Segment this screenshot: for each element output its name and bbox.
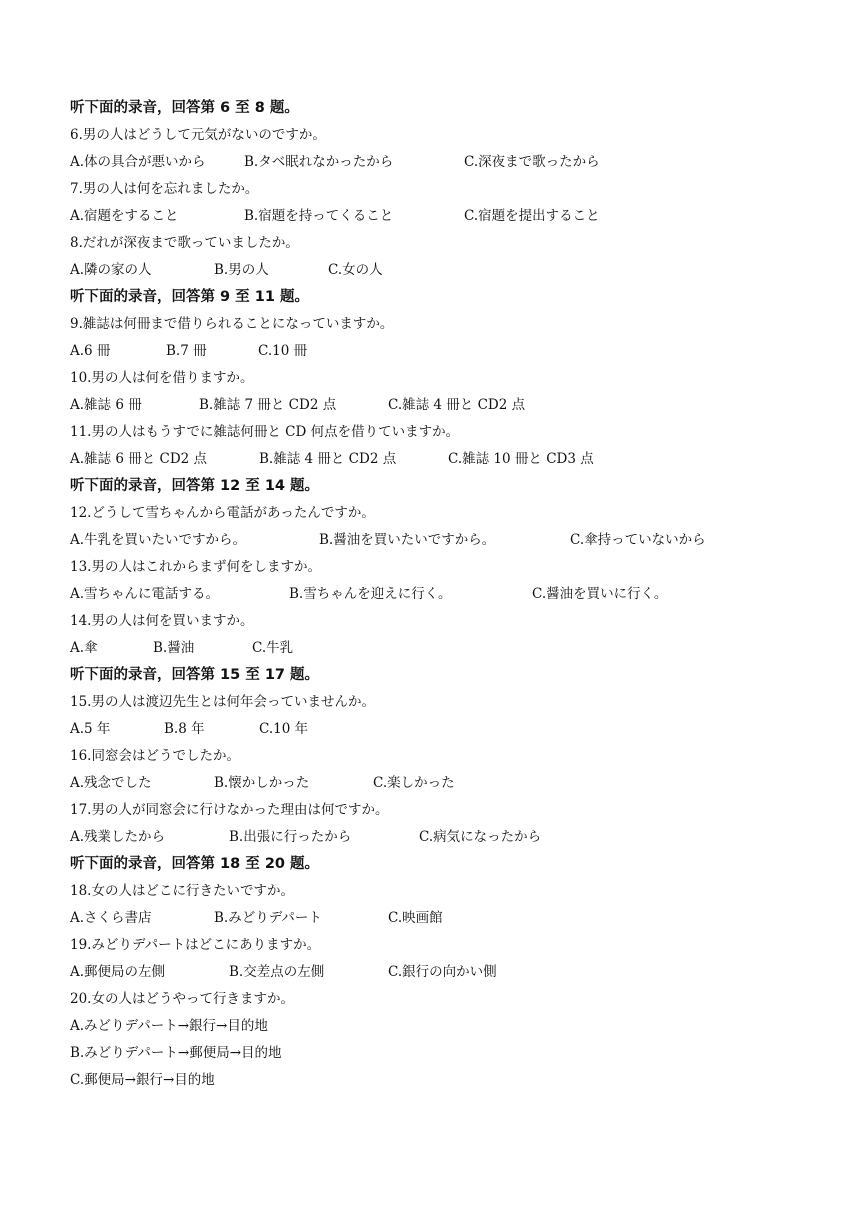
option-c: C.郵便局→銀行→目的地	[70, 1072, 215, 1088]
options-8	[70, 257, 830, 284]
option-a: A.さくら書店	[70, 910, 152, 926]
option-c: C.傘持っていないから	[570, 532, 706, 548]
option-c: C.雑誌 4 冊と CD2 点	[388, 397, 526, 413]
option-a: A.体の具合が悪いから	[70, 154, 206, 170]
exam-page	[70, 95, 830, 1094]
option-b: B.交差点の左側	[229, 964, 325, 980]
question-9: 9.雑誌は何冊まで借りられることになっていますか。	[70, 316, 394, 332]
section-heading: 听下面的录音，回答第 15 至 17 题。	[70, 667, 320, 683]
option-b: B.男の人	[214, 262, 269, 278]
option-c: C.10 年	[259, 721, 309, 737]
section-heading: 听下面的录音，回答第 12 至 14 题。	[70, 478, 320, 494]
option-a: A.残念でした	[70, 775, 152, 791]
option-c: C.雑誌 10 冊と CD3 点	[448, 451, 594, 467]
option-c: C.女の人	[328, 262, 383, 278]
options-6	[70, 149, 830, 176]
option-a: A.5 年	[70, 721, 111, 737]
option-c: C.宿題を提出すること	[464, 208, 600, 224]
options-12	[70, 527, 830, 554]
question-12: 12.どうして雪ちゃんから電話があったんですか。	[70, 505, 375, 521]
option-a: A.郵便局の左側	[70, 964, 166, 980]
question-6: 6.男の人はどうして元気がないのですか。	[70, 127, 326, 143]
section-heading: 听下面的录音，回答第 18 至 20 题。	[70, 856, 320, 872]
option-b: B.醤油を買いたいですから。	[319, 532, 496, 548]
option-c: C.楽しかった	[373, 775, 455, 791]
question-10: 10.男の人は何を借りますか。	[70, 370, 254, 386]
options-17	[70, 824, 830, 851]
option-c: C.深夜まで歌ったから	[464, 154, 600, 170]
option-b: B.みどりデパート→郵便局→目的地	[70, 1045, 282, 1061]
options-9	[70, 338, 830, 365]
question-14: 14.男の人は何を買いますか。	[70, 613, 254, 629]
options-15	[70, 716, 830, 743]
option-b: B.8 年	[164, 721, 205, 737]
option-b: B.雑誌 7 冊と CD2 点	[199, 397, 337, 413]
question-19: 19.みどりデパートはどこにありますか。	[70, 937, 321, 953]
option-b: B.懐かしかった	[214, 775, 310, 791]
option-b: B.出張に行ったから	[229, 829, 352, 845]
question-16: 16.同窓会はどうでしたか。	[70, 748, 240, 764]
question-11: 11.男の人はもうすでに雑誌何冊と CD 何点を借りていますか。	[70, 424, 460, 440]
options-14	[70, 635, 830, 662]
option-b: B.宿題を持ってくること	[244, 208, 394, 224]
option-b: B.タベ眠れなかったから	[244, 154, 394, 170]
options-10	[70, 392, 830, 419]
options-7	[70, 203, 830, 230]
option-a: A.みどりデパート→銀行→目的地	[70, 1018, 268, 1034]
question-18: 18.女の人はどこに行きたいですか。	[70, 883, 294, 899]
options-11	[70, 446, 830, 473]
option-b: B.7 冊	[166, 343, 207, 359]
option-b: B.醤油	[153, 640, 195, 656]
option-b: B.みどりデパート	[214, 910, 322, 926]
option-a: A.雑誌 6 冊と CD2 点	[70, 451, 208, 467]
option-c: C.10 冊	[258, 343, 308, 359]
options-16	[70, 770, 830, 797]
option-b: B.雑誌 4 冊と CD2 点	[259, 451, 397, 467]
question-17: 17.男の人が同窓会に行けなかった理由は何ですか。	[70, 802, 389, 818]
question-20: 20.女の人はどうやって行きますか。	[70, 991, 294, 1007]
option-c: C.銀行の向かい側	[388, 964, 497, 980]
options-13	[70, 581, 830, 608]
option-a: A.宿題をすること	[70, 208, 179, 224]
option-c: C.牛乳	[252, 640, 294, 656]
option-c: C.映画館	[388, 910, 443, 926]
option-c: C.病気になったから	[419, 829, 542, 845]
option-a: A.6 冊	[70, 343, 111, 359]
options-19	[70, 959, 830, 986]
option-a: A.牛乳を買いたいですから。	[70, 532, 247, 548]
question-7: 7.男の人は何を忘れましたか。	[70, 181, 259, 197]
option-c: C.醤油を買いに行く。	[532, 586, 668, 602]
option-b: B.雪ちゃんを迎えに行く。	[289, 586, 452, 602]
option-a: A.残業したから	[70, 829, 166, 845]
option-a: A.傘	[70, 640, 98, 656]
option-a: A.隣の家の人	[70, 262, 152, 278]
options-18	[70, 905, 830, 932]
section-heading: 听下面的录音，回答第 9 至 11 题。	[70, 289, 309, 305]
option-a: A.雑誌 6 冊	[70, 397, 142, 413]
options-20	[70, 1013, 830, 1094]
question-13: 13.男の人はこれからまず何をしますか。	[70, 559, 321, 575]
section-heading: 听下面的录音，回答第 6 至 8 题。	[70, 100, 299, 116]
option-a: A.雪ちゃんに電話する。	[70, 586, 220, 602]
question-15: 15.男の人は渡辺先生とは何年会っていませんか。	[70, 694, 375, 710]
question-8: 8.だれが深夜まで歌っていましたか。	[70, 235, 299, 251]
